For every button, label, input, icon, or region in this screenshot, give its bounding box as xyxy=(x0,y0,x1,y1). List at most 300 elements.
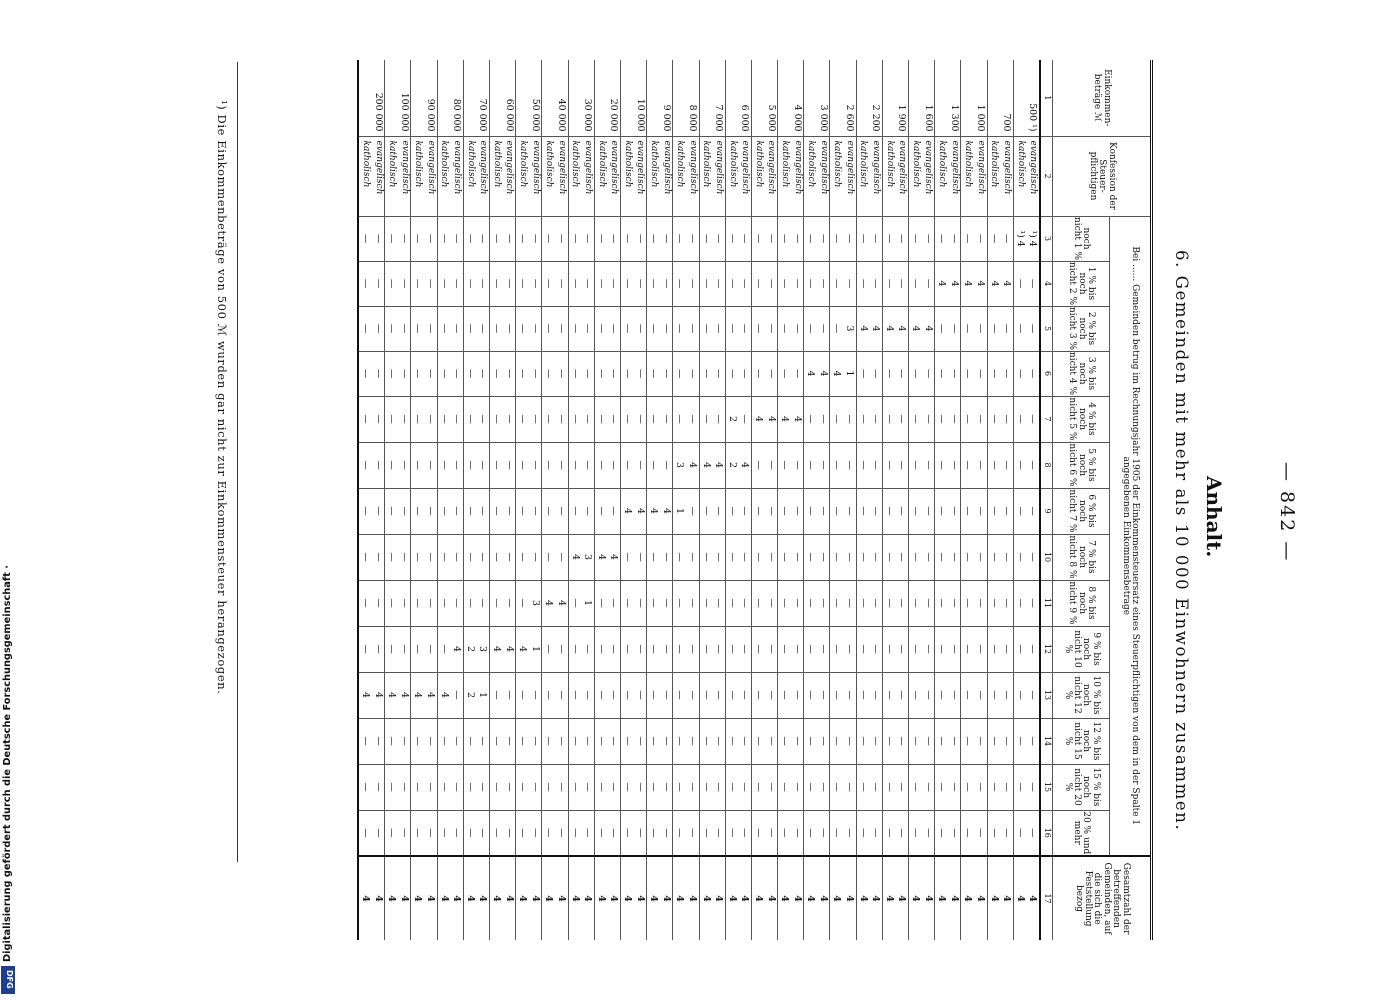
rate-cell: — xyxy=(594,306,607,351)
rate-cell: — xyxy=(634,764,647,810)
rate-cell: — xyxy=(922,718,935,764)
rate-cell: — xyxy=(555,810,568,856)
total-cell: 4 xyxy=(895,856,908,940)
rate-cell: — xyxy=(974,442,987,488)
income-amount: 9 000 xyxy=(660,104,672,132)
rate-cell: — xyxy=(817,216,830,261)
rate-cell: — xyxy=(660,261,673,306)
table-row xyxy=(594,60,607,940)
rate-cell: — xyxy=(686,672,699,718)
total-cell: 4 xyxy=(738,856,751,940)
rate-cell: — xyxy=(987,626,1000,672)
rate-cell: — xyxy=(869,488,882,534)
rate-cell: — xyxy=(450,306,463,351)
rate-cell: — xyxy=(856,216,869,261)
rate-cell: — xyxy=(358,718,372,764)
rate-cell: — xyxy=(490,261,503,306)
confession: katholisch xyxy=(673,136,686,216)
rate-cell: — xyxy=(372,488,385,534)
total-cell: 4 xyxy=(935,856,948,940)
rate-cell: — xyxy=(1000,488,1013,534)
rate-cell: — xyxy=(1000,396,1013,442)
rate-cell: — xyxy=(686,261,699,306)
rate-cell: — xyxy=(725,534,738,580)
rate-cell: — xyxy=(529,488,542,534)
rate-cell: — xyxy=(869,810,882,856)
rate-cell: — xyxy=(830,488,843,534)
rate-cell: — xyxy=(437,488,450,534)
rate-cell: — xyxy=(358,626,372,672)
rate-cell: — xyxy=(424,261,437,306)
rate-cell: — xyxy=(935,351,948,396)
rate-cell: — xyxy=(555,261,568,306)
rate-cell: — xyxy=(594,442,607,488)
rate-cell: — xyxy=(450,718,463,764)
total-cell: 4 xyxy=(372,856,385,940)
rate-cell: — xyxy=(490,306,503,351)
dfg-logo: DFG xyxy=(1,966,15,994)
confession: evangelisch xyxy=(607,136,620,216)
rate-cell: — xyxy=(987,580,1000,626)
rate-cell: 1 xyxy=(581,580,594,626)
rate-cell: — xyxy=(411,534,424,580)
rate-cell: — xyxy=(843,261,856,306)
rate-cell: — xyxy=(830,534,843,580)
rate-cell: — xyxy=(935,672,948,718)
rate-cell: — xyxy=(398,718,411,764)
rate-cell: — xyxy=(791,718,804,764)
rate-cell: 4 xyxy=(961,261,974,306)
rate-cell: — xyxy=(948,810,961,856)
income-amount xyxy=(909,60,922,136)
rate-cell: — xyxy=(882,261,895,306)
rate-cell: 4 xyxy=(869,306,882,351)
rate-cell: — xyxy=(424,488,437,534)
rate-cell: ¹) 4 xyxy=(1026,216,1040,261)
table-subtitle: 6. Gemeinden mit mehr als 10 000 Einwohnern zusammen. xyxy=(1172,250,1191,832)
rate-cell: 2 xyxy=(725,396,738,442)
rate-cell: — xyxy=(450,216,463,261)
table-row xyxy=(1000,60,1013,940)
rate-column-header: 20 % und mehr xyxy=(1053,810,1110,856)
rate-cell: — xyxy=(1013,306,1026,351)
rate-cell: — xyxy=(778,534,791,580)
rate-cell: — xyxy=(542,442,555,488)
rate-cell: — xyxy=(751,488,764,534)
total-cell: 4 xyxy=(607,856,620,940)
confession: evangelisch xyxy=(1026,136,1040,216)
rate-cell: — xyxy=(778,351,791,396)
rate-cell: — xyxy=(385,718,398,764)
rate-cell: — xyxy=(909,626,922,672)
rate-cell: — xyxy=(791,306,804,351)
rate-cell: — xyxy=(607,810,620,856)
rate-cell: — xyxy=(555,534,568,580)
rate-cell: 4 xyxy=(594,534,607,580)
confession: katholisch xyxy=(751,136,764,216)
rate-cell: — xyxy=(712,396,725,442)
rate-cell: — xyxy=(686,626,699,672)
confession: katholisch xyxy=(411,136,424,216)
rate-cell: — xyxy=(555,442,568,488)
rate-cell: — xyxy=(372,764,385,810)
rate-cell: — xyxy=(1026,488,1040,534)
rate-cell: — xyxy=(738,810,751,856)
rate-cell: — xyxy=(712,306,725,351)
rate-cell: — xyxy=(830,626,843,672)
income-amount: 10 000 xyxy=(634,98,646,132)
income-amount: 1 300 xyxy=(948,104,960,132)
rate-cell: — xyxy=(1026,580,1040,626)
rate-cell: — xyxy=(1013,626,1026,672)
rate-column-header: 10 % bis noch nicht 12 % xyxy=(1053,672,1110,718)
confession: evangelisch xyxy=(424,136,437,216)
rate-cell: — xyxy=(935,810,948,856)
rate-cell: — xyxy=(424,396,437,442)
rate-cell: — xyxy=(594,626,607,672)
total-cell: 4 xyxy=(882,856,895,940)
rate-cell: — xyxy=(673,216,686,261)
rate-cell: — xyxy=(463,764,476,810)
rate-cell: — xyxy=(372,718,385,764)
rate-cell: — xyxy=(791,672,804,718)
table-row xyxy=(817,60,830,940)
confession: evangelisch xyxy=(922,136,935,216)
total-cell: 4 xyxy=(778,856,791,940)
rate-cell: — xyxy=(791,580,804,626)
rate-cell: — xyxy=(542,306,555,351)
rate-cell: — xyxy=(529,672,542,718)
rate-cell: — xyxy=(673,306,686,351)
rate-cell: — xyxy=(699,216,712,261)
total-cell: 4 xyxy=(909,856,922,940)
rate-cell: — xyxy=(830,261,843,306)
total-cell: 4 xyxy=(542,856,555,940)
rate-cell: — xyxy=(1000,442,1013,488)
rate-cell: — xyxy=(804,810,817,856)
rate-cell: 4 xyxy=(660,488,673,534)
rate-cell: 4 xyxy=(634,488,647,534)
confession: evangelisch xyxy=(476,136,489,216)
rate-cell: — xyxy=(411,626,424,672)
rate-cell: — xyxy=(660,442,673,488)
rate-cell: — xyxy=(738,306,751,351)
rate-cell: — xyxy=(725,626,738,672)
rate-column-header: 12 % bis noch nicht 15 % xyxy=(1053,718,1110,764)
rate-cell: — xyxy=(699,810,712,856)
rate-cell: — xyxy=(503,488,516,534)
rate-cell: — xyxy=(529,764,542,810)
rate-cell: — xyxy=(974,396,987,442)
column-number: 16 xyxy=(1040,810,1053,856)
rate-cell: — xyxy=(568,718,581,764)
rate-cell: — xyxy=(725,261,738,306)
rate-cell: — xyxy=(686,810,699,856)
rate-cell: 4 xyxy=(948,261,961,306)
rate-cell: — xyxy=(634,396,647,442)
rate-cell: — xyxy=(725,488,738,534)
rate-cell: — xyxy=(607,672,620,718)
rate-cell: — xyxy=(882,764,895,810)
rate-cell: — xyxy=(621,534,634,580)
rate-cell: — xyxy=(516,488,529,534)
rate-cell: — xyxy=(1000,672,1013,718)
confession: evangelisch xyxy=(503,136,516,216)
table-row xyxy=(490,60,503,940)
rate-cell: — xyxy=(476,718,489,764)
rate-cell: — xyxy=(830,396,843,442)
rate-cell: 4 xyxy=(358,672,372,718)
rate-cell: — xyxy=(751,351,764,396)
rate-cell: — xyxy=(621,306,634,351)
rate-cell: — xyxy=(594,672,607,718)
rate-cell: 4 xyxy=(974,261,987,306)
rate-cell: — xyxy=(647,534,660,580)
rate-cell: — xyxy=(1013,580,1026,626)
column-number: 5 xyxy=(1040,306,1053,351)
rate-cell: — xyxy=(1026,764,1040,810)
rate-cell: — xyxy=(1026,442,1040,488)
rate-cell: — xyxy=(424,810,437,856)
rate-cell: — xyxy=(1000,626,1013,672)
rate-column-header: 5 % bis noch nicht 6 % xyxy=(1053,442,1110,488)
rate-cell: — xyxy=(673,626,686,672)
table-row xyxy=(765,60,778,940)
rate-cell: 4 xyxy=(804,351,817,396)
rate-cell: — xyxy=(398,764,411,810)
rate-cell: 4 xyxy=(922,306,935,351)
income-amount xyxy=(516,60,529,136)
rate-cell: — xyxy=(804,718,817,764)
total-cell: 4 xyxy=(712,856,725,940)
rate-cell: — xyxy=(869,626,882,672)
rate-cell: 4 xyxy=(856,306,869,351)
rate-cell: — xyxy=(856,442,869,488)
table-row xyxy=(869,60,882,940)
rate-cell: — xyxy=(555,396,568,442)
rate-cell: 4 xyxy=(765,396,778,442)
total-cell: 4 xyxy=(437,856,450,940)
rate-cell: — xyxy=(542,764,555,810)
rate-cell: — xyxy=(437,216,450,261)
confession: evangelisch xyxy=(895,136,908,216)
income-amount: 8 000 xyxy=(686,104,698,132)
rate-cell: — xyxy=(882,626,895,672)
rate-cell: — xyxy=(738,764,751,810)
rate-cell: 4 xyxy=(830,351,843,396)
rate-cell: — xyxy=(712,672,725,718)
confession: evangelisch xyxy=(948,136,961,216)
rate-cell: — xyxy=(830,216,843,261)
rate-cell: — xyxy=(516,442,529,488)
rate-cell: 4 xyxy=(516,626,529,672)
rate-cell: — xyxy=(490,442,503,488)
confession: evangelisch xyxy=(817,136,830,216)
rate-cell: — xyxy=(778,261,791,306)
rate-cell: 4 xyxy=(738,442,751,488)
rate-cell: — xyxy=(358,534,372,580)
rate-cell: — xyxy=(490,810,503,856)
total-cell: 4 xyxy=(634,856,647,940)
rate-cell: — xyxy=(607,764,620,810)
rate-cell: — xyxy=(843,718,856,764)
rate-cell: — xyxy=(437,580,450,626)
table-row xyxy=(476,60,489,940)
rate-cell: — xyxy=(948,718,961,764)
rate-cell: — xyxy=(660,764,673,810)
rate-cell: — xyxy=(673,672,686,718)
table-row xyxy=(555,60,568,940)
rate-cell: — xyxy=(817,306,830,351)
rate-cell: — xyxy=(738,261,751,306)
rate-cell: — xyxy=(398,216,411,261)
rate-cell: — xyxy=(621,351,634,396)
rate-cell: — xyxy=(961,626,974,672)
rate-cell: — xyxy=(463,534,476,580)
rate-cell: — xyxy=(1000,306,1013,351)
rate-cell: — xyxy=(922,580,935,626)
rate-cell: — xyxy=(987,810,1000,856)
rate-cell: — xyxy=(961,216,974,261)
rate-cell: — xyxy=(882,672,895,718)
rate-cell: — xyxy=(555,488,568,534)
column-number: 13 xyxy=(1040,672,1053,718)
confession: katholisch xyxy=(909,136,922,216)
rate-cell: — xyxy=(843,626,856,672)
rate-cell: — xyxy=(673,261,686,306)
rate-column-header: 2 % bis noch nicht 3 % xyxy=(1053,306,1110,351)
income-amount xyxy=(751,60,764,136)
rate-cell: — xyxy=(372,351,385,396)
rate-cell: — xyxy=(974,764,987,810)
rate-cell: — xyxy=(542,261,555,306)
income-amount: 3 000 xyxy=(817,104,829,132)
rate-cell: — xyxy=(516,396,529,442)
rate-cell: — xyxy=(830,718,843,764)
table-row xyxy=(699,60,712,940)
rate-cell: — xyxy=(778,488,791,534)
rate-cell: — xyxy=(922,442,935,488)
rate-column-header: noch nicht 1 % xyxy=(1053,216,1110,261)
rate-cell: — xyxy=(450,488,463,534)
rate-cell: — xyxy=(712,488,725,534)
rate-cell: — xyxy=(712,718,725,764)
rate-cell: — xyxy=(437,306,450,351)
rate-cell: — xyxy=(490,534,503,580)
rate-cell: — xyxy=(1013,488,1026,534)
income-amount xyxy=(358,60,372,136)
confession: katholisch xyxy=(935,136,948,216)
rate-cell: — xyxy=(516,764,529,810)
rate-cell: — xyxy=(568,488,581,534)
rate-cell: — xyxy=(411,764,424,810)
rate-cell: — xyxy=(503,580,516,626)
total-cell: 4 xyxy=(791,856,804,940)
table-row xyxy=(568,60,581,940)
rate-cell: — xyxy=(817,442,830,488)
rate-cell: — xyxy=(804,306,817,351)
rate-cell: — xyxy=(909,351,922,396)
rate-cell: — xyxy=(856,810,869,856)
rate-cell: — xyxy=(961,580,974,626)
rate-column-header: 9 % bis noch nicht 10 % xyxy=(1053,626,1110,672)
rate-cell: — xyxy=(1026,306,1040,351)
confession: katholisch xyxy=(358,136,372,216)
table-row xyxy=(935,60,948,940)
rate-cell: 4 xyxy=(568,534,581,580)
rate-cell: — xyxy=(581,306,594,351)
rate-cell: — xyxy=(358,396,372,442)
rate-cell: — xyxy=(751,534,764,580)
rate-cell: — xyxy=(765,580,778,626)
rate-cell: — xyxy=(817,764,830,810)
rate-cell: — xyxy=(634,626,647,672)
rate-cell: — xyxy=(738,351,751,396)
rate-cell: — xyxy=(437,718,450,764)
income-amount xyxy=(437,60,450,136)
rate-cell: — xyxy=(712,216,725,261)
rate-cell: — xyxy=(948,534,961,580)
confession: katholisch xyxy=(778,136,791,216)
confession: katholisch xyxy=(1013,136,1026,216)
table-row xyxy=(843,60,856,940)
table-row xyxy=(791,60,804,940)
rate-cell: — xyxy=(817,672,830,718)
rate-cell: 4 xyxy=(490,626,503,672)
rate-cell: — xyxy=(398,580,411,626)
table-row xyxy=(712,60,725,940)
rate-cell: — xyxy=(686,306,699,351)
rate-cell: — xyxy=(817,396,830,442)
header-total: Gesamtzahl der betreffenden Gemeinden, auf die sich die Feststellung bezog xyxy=(1053,856,1152,940)
rate-column-header: 6 % bis noch nicht 7 % xyxy=(1053,488,1110,534)
rate-cell: — xyxy=(856,672,869,718)
table-row xyxy=(385,60,398,940)
rate-cell: — xyxy=(581,626,594,672)
rate-cell: — xyxy=(542,810,555,856)
rate-cell: — xyxy=(542,718,555,764)
rate-cell: — xyxy=(1000,810,1013,856)
rate-cell: — xyxy=(948,442,961,488)
rate-cell: — xyxy=(581,351,594,396)
rate-cell: 4 xyxy=(542,580,555,626)
rate-cell: — xyxy=(372,580,385,626)
rate-cell: — xyxy=(738,672,751,718)
rate-cell: — xyxy=(830,672,843,718)
rate-cell: — xyxy=(516,810,529,856)
rate-cell: — xyxy=(974,626,987,672)
rate-cell: — xyxy=(385,580,398,626)
rate-cell: — xyxy=(647,306,660,351)
rate-cell: — xyxy=(372,626,385,672)
rate-cell: — xyxy=(725,580,738,626)
rate-cell: 2 xyxy=(463,626,476,672)
rate-cell: — xyxy=(895,396,908,442)
digitization-note: Digitalisierung gefördert durch die Deutsche Forschungsgemeinschaft · xyxy=(2,565,13,962)
rate-cell: — xyxy=(1013,396,1026,442)
rate-cell: — xyxy=(673,718,686,764)
rate-cell: — xyxy=(935,580,948,626)
rate-cell: — xyxy=(411,396,424,442)
rate-cell: — xyxy=(712,261,725,306)
income-amount xyxy=(385,60,398,136)
rate-cell: — xyxy=(1013,442,1026,488)
rate-cell: — xyxy=(804,764,817,810)
confession: katholisch xyxy=(516,136,529,216)
rate-cell: — xyxy=(594,580,607,626)
rate-cell: — xyxy=(948,396,961,442)
table-row xyxy=(673,60,686,940)
